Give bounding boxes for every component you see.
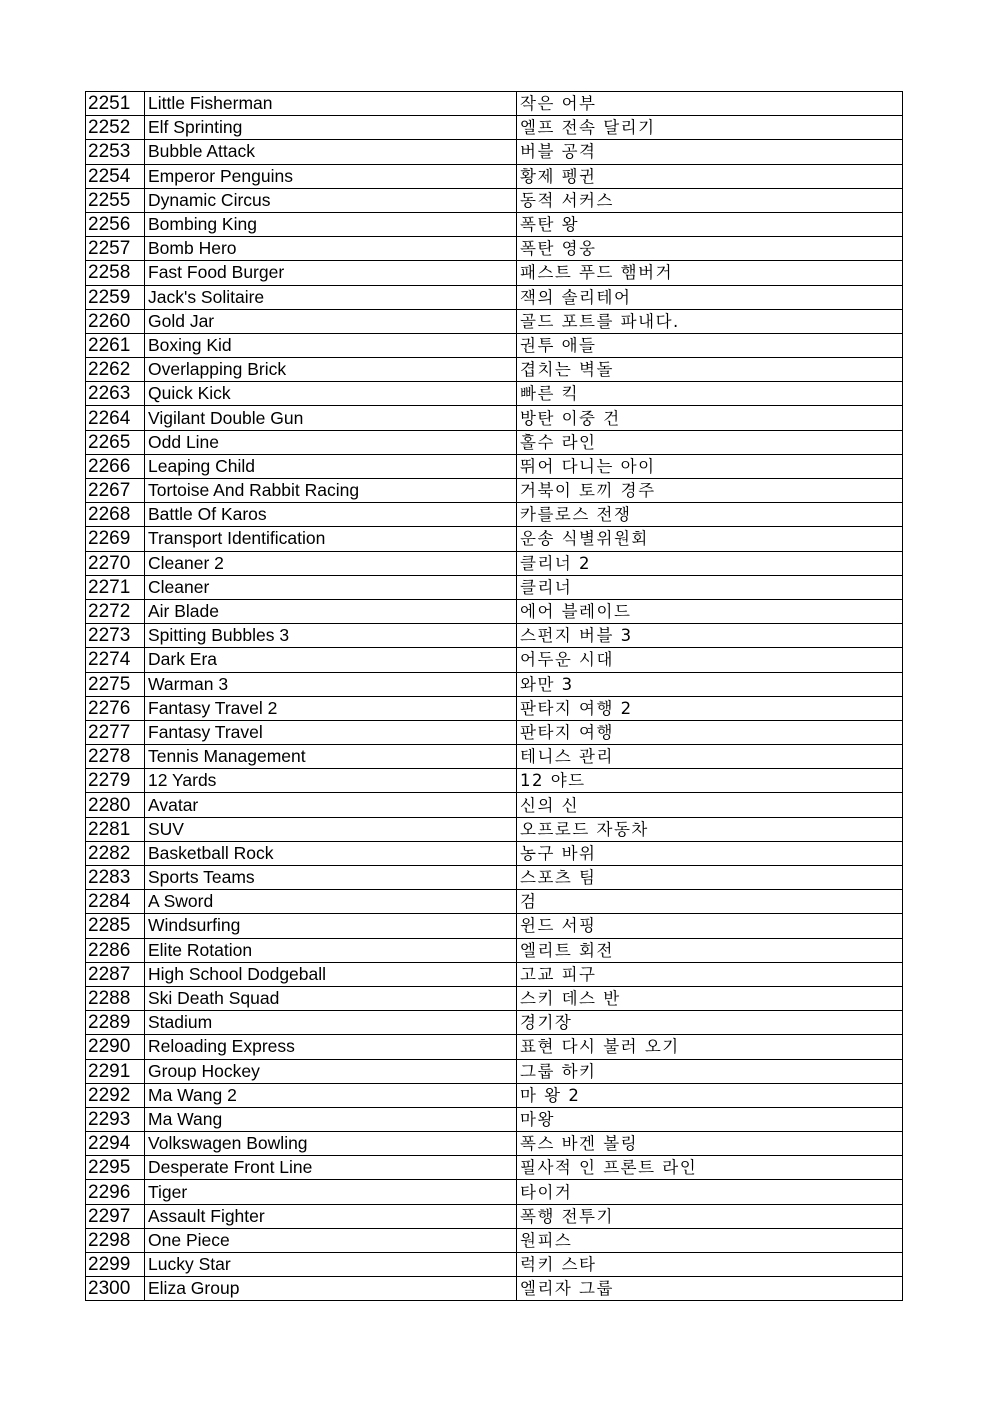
english-title-cell: Windsurfing bbox=[145, 914, 517, 938]
korean-title-cell: 타이거 bbox=[517, 1180, 903, 1204]
row-number-cell: 2278 bbox=[86, 745, 145, 769]
korean-title-cell: 럭키 스타 bbox=[517, 1253, 903, 1277]
row-number-cell: 2267 bbox=[86, 479, 145, 503]
korean-title-cell: 황제 펭귄 bbox=[517, 164, 903, 188]
english-title-cell: One Piece bbox=[145, 1228, 517, 1252]
korean-title-cell: 스키 데스 반 bbox=[517, 986, 903, 1010]
korean-title-cell: 경기장 bbox=[517, 1011, 903, 1035]
english-title-cell: Ski Death Squad bbox=[145, 986, 517, 1010]
english-title-cell: A Sword bbox=[145, 890, 517, 914]
row-number-cell: 2271 bbox=[86, 575, 145, 599]
english-title-cell: Fantasy Travel bbox=[145, 720, 517, 744]
table-row bbox=[86, 986, 903, 1010]
table-row bbox=[86, 914, 903, 938]
korean-title-cell: 골드 포트를 파내다. bbox=[517, 309, 903, 333]
english-title-cell: Warman 3 bbox=[145, 672, 517, 696]
english-title-cell: Air Blade bbox=[145, 599, 517, 623]
table-row bbox=[86, 527, 903, 551]
english-title-cell: Fast Food Burger bbox=[145, 261, 517, 285]
korean-title-cell: 클리너 2 bbox=[517, 551, 903, 575]
table-row bbox=[86, 406, 903, 430]
english-title-cell: Emperor Penguins bbox=[145, 164, 517, 188]
row-number-cell: 2251 bbox=[86, 92, 145, 116]
korean-title-cell: 폭행 전투기 bbox=[517, 1204, 903, 1228]
korean-title-cell: 잭의 솔리테어 bbox=[517, 285, 903, 309]
row-number-cell: 2272 bbox=[86, 599, 145, 623]
english-title-cell: Cleaner bbox=[145, 575, 517, 599]
english-title-cell: Transport Identification bbox=[145, 527, 517, 551]
english-title-cell: Odd Line bbox=[145, 430, 517, 454]
korean-title-cell: 카를로스 전쟁 bbox=[517, 503, 903, 527]
korean-title-cell: 검 bbox=[517, 890, 903, 914]
korean-title-cell: 윈드 서핑 bbox=[517, 914, 903, 938]
row-number-cell: 2252 bbox=[86, 116, 145, 140]
table-row bbox=[86, 116, 903, 140]
table-row bbox=[86, 1204, 903, 1228]
row-number-cell: 2293 bbox=[86, 1107, 145, 1131]
game-title-table bbox=[85, 91, 903, 1301]
table-row bbox=[86, 479, 903, 503]
english-title-cell: Lucky Star bbox=[145, 1253, 517, 1277]
table-row bbox=[86, 237, 903, 261]
row-number-cell: 2253 bbox=[86, 140, 145, 164]
english-title-cell: Gold Jar bbox=[145, 309, 517, 333]
korean-title-cell: 판타지 여행 2 bbox=[517, 696, 903, 720]
english-title-cell: Quick Kick bbox=[145, 382, 517, 406]
row-number-cell: 2262 bbox=[86, 358, 145, 382]
row-number-cell: 2288 bbox=[86, 986, 145, 1010]
table-row bbox=[86, 866, 903, 890]
table-row bbox=[86, 1156, 903, 1180]
korean-title-cell: 패스트 푸드 햄버거 bbox=[517, 261, 903, 285]
korean-title-cell: 버블 공격 bbox=[517, 140, 903, 164]
english-title-cell: Cleaner 2 bbox=[145, 551, 517, 575]
english-title-cell: Dynamic Circus bbox=[145, 188, 517, 212]
row-number-cell: 2290 bbox=[86, 1035, 145, 1059]
english-title-cell: Avatar bbox=[145, 793, 517, 817]
korean-title-cell: 엘리자 그룹 bbox=[517, 1277, 903, 1301]
table-row bbox=[86, 503, 903, 527]
english-title-cell: Tortoise And Rabbit Racing bbox=[145, 479, 517, 503]
table-row bbox=[86, 648, 903, 672]
table-row bbox=[86, 551, 903, 575]
table-row bbox=[86, 1180, 903, 1204]
korean-title-cell: 스포츠 팀 bbox=[517, 866, 903, 890]
table-row bbox=[86, 358, 903, 382]
table-row bbox=[86, 1277, 903, 1301]
table-row bbox=[86, 1083, 903, 1107]
table-row bbox=[86, 140, 903, 164]
english-title-cell: Bomb Hero bbox=[145, 237, 517, 261]
korean-title-cell: 방탄 이중 건 bbox=[517, 406, 903, 430]
table-row bbox=[86, 841, 903, 865]
english-title-cell: Stadium bbox=[145, 1011, 517, 1035]
korean-title-cell: 12 야드 bbox=[517, 769, 903, 793]
korean-title-cell: 마왕 bbox=[517, 1107, 903, 1131]
row-number-cell: 2291 bbox=[86, 1059, 145, 1083]
row-number-cell: 2273 bbox=[86, 624, 145, 648]
english-title-cell: Fantasy Travel 2 bbox=[145, 696, 517, 720]
table-row bbox=[86, 890, 903, 914]
korean-title-cell: 와만 3 bbox=[517, 672, 903, 696]
english-title-cell: Leaping Child bbox=[145, 454, 517, 478]
korean-title-cell: 에어 블레이드 bbox=[517, 599, 903, 623]
korean-title-cell: 신의 신 bbox=[517, 793, 903, 817]
row-number-cell: 2297 bbox=[86, 1204, 145, 1228]
table-row bbox=[86, 188, 903, 212]
korean-title-cell: 뛰어 다니는 아이 bbox=[517, 454, 903, 478]
table-row bbox=[86, 575, 903, 599]
korean-title-cell: 어두운 시대 bbox=[517, 648, 903, 672]
row-number-cell: 2263 bbox=[86, 382, 145, 406]
korean-title-cell: 폭탄 왕 bbox=[517, 212, 903, 236]
english-title-cell: Tennis Management bbox=[145, 745, 517, 769]
korean-title-cell: 거북이 토끼 경주 bbox=[517, 479, 903, 503]
english-title-cell: Little Fisherman bbox=[145, 92, 517, 116]
korean-title-cell: 작은 어부 bbox=[517, 92, 903, 116]
row-number-cell: 2269 bbox=[86, 527, 145, 551]
row-number-cell: 2287 bbox=[86, 962, 145, 986]
row-number-cell: 2254 bbox=[86, 164, 145, 188]
korean-title-cell: 농구 바위 bbox=[517, 841, 903, 865]
english-title-cell: Overlapping Brick bbox=[145, 358, 517, 382]
row-number-cell: 2281 bbox=[86, 817, 145, 841]
english-title-cell: Elf Sprinting bbox=[145, 116, 517, 140]
row-number-cell: 2295 bbox=[86, 1156, 145, 1180]
table-row bbox=[86, 1132, 903, 1156]
row-number-cell: 2294 bbox=[86, 1132, 145, 1156]
table-body bbox=[86, 92, 903, 1301]
row-number-cell: 2285 bbox=[86, 914, 145, 938]
korean-title-cell: 권투 애들 bbox=[517, 333, 903, 357]
table-row bbox=[86, 938, 903, 962]
korean-title-cell: 필사적 인 프론트 라인 bbox=[517, 1156, 903, 1180]
table-row bbox=[86, 599, 903, 623]
table-row bbox=[86, 382, 903, 406]
row-number-cell: 2286 bbox=[86, 938, 145, 962]
english-title-cell: Dark Era bbox=[145, 648, 517, 672]
table-row bbox=[86, 672, 903, 696]
row-number-cell: 2270 bbox=[86, 551, 145, 575]
korean-title-cell: 겹치는 벽돌 bbox=[517, 358, 903, 382]
table-row bbox=[86, 745, 903, 769]
row-number-cell: 2292 bbox=[86, 1083, 145, 1107]
korean-title-cell: 테니스 관리 bbox=[517, 745, 903, 769]
row-number-cell: 2299 bbox=[86, 1253, 145, 1277]
table-row bbox=[86, 212, 903, 236]
row-number-cell: 2258 bbox=[86, 261, 145, 285]
table-row bbox=[86, 261, 903, 285]
row-number-cell: 2277 bbox=[86, 720, 145, 744]
english-title-cell: Group Hockey bbox=[145, 1059, 517, 1083]
english-title-cell: Tiger bbox=[145, 1180, 517, 1204]
english-title-cell: Vigilant Double Gun bbox=[145, 406, 517, 430]
english-title-cell: Bubble Attack bbox=[145, 140, 517, 164]
row-number-cell: 2259 bbox=[86, 285, 145, 309]
row-number-cell: 2284 bbox=[86, 890, 145, 914]
table-row bbox=[86, 285, 903, 309]
korean-title-cell: 마 왕 2 bbox=[517, 1083, 903, 1107]
table-row bbox=[86, 164, 903, 188]
row-number-cell: 2260 bbox=[86, 309, 145, 333]
row-number-cell: 2266 bbox=[86, 454, 145, 478]
row-number-cell: 2283 bbox=[86, 866, 145, 890]
korean-title-cell: 엘프 전속 달리기 bbox=[517, 116, 903, 140]
table-row bbox=[86, 1035, 903, 1059]
korean-title-cell: 스펀지 버블 3 bbox=[517, 624, 903, 648]
korean-title-cell: 빠른 킥 bbox=[517, 382, 903, 406]
english-title-cell: Desperate Front Line bbox=[145, 1156, 517, 1180]
row-number-cell: 2257 bbox=[86, 237, 145, 261]
korean-title-cell: 그룹 하키 bbox=[517, 1059, 903, 1083]
korean-title-cell: 표현 다시 불러 오기 bbox=[517, 1035, 903, 1059]
table-row bbox=[86, 92, 903, 116]
english-title-cell: Volkswagen Bowling bbox=[145, 1132, 517, 1156]
korean-title-cell: 폭탄 영웅 bbox=[517, 237, 903, 261]
korean-title-cell: 원피스 bbox=[517, 1228, 903, 1252]
row-number-cell: 2274 bbox=[86, 648, 145, 672]
row-number-cell: 2264 bbox=[86, 406, 145, 430]
table-row bbox=[86, 817, 903, 841]
table-row bbox=[86, 430, 903, 454]
row-number-cell: 2275 bbox=[86, 672, 145, 696]
english-title-cell: 12 Yards bbox=[145, 769, 517, 793]
english-title-cell: Bombing King bbox=[145, 212, 517, 236]
korean-title-cell: 클리너 bbox=[517, 575, 903, 599]
table-row bbox=[86, 696, 903, 720]
table-row bbox=[86, 962, 903, 986]
row-number-cell: 2261 bbox=[86, 333, 145, 357]
row-number-cell: 2296 bbox=[86, 1180, 145, 1204]
table-row bbox=[86, 454, 903, 478]
english-title-cell: High School Dodgeball bbox=[145, 962, 517, 986]
table-row bbox=[86, 720, 903, 744]
english-title-cell: Spitting Bubbles 3 bbox=[145, 624, 517, 648]
row-number-cell: 2282 bbox=[86, 841, 145, 865]
korean-title-cell: 오프로드 자동차 bbox=[517, 817, 903, 841]
korean-title-cell: 운송 식별위원회 bbox=[517, 527, 903, 551]
english-title-cell: Battle Of Karos bbox=[145, 503, 517, 527]
korean-title-cell: 엘리트 회전 bbox=[517, 938, 903, 962]
english-title-cell: Boxing Kid bbox=[145, 333, 517, 357]
row-number-cell: 2279 bbox=[86, 769, 145, 793]
row-number-cell: 2255 bbox=[86, 188, 145, 212]
row-number-cell: 2300 bbox=[86, 1277, 145, 1301]
row-number-cell: 2298 bbox=[86, 1228, 145, 1252]
english-title-cell: Eliza Group bbox=[145, 1277, 517, 1301]
row-number-cell: 2265 bbox=[86, 430, 145, 454]
table-row bbox=[86, 1253, 903, 1277]
english-title-cell: Reloading Express bbox=[145, 1035, 517, 1059]
table-row bbox=[86, 769, 903, 793]
table-row bbox=[86, 333, 903, 357]
english-title-cell: Sports Teams bbox=[145, 866, 517, 890]
english-title-cell: Jack's Solitaire bbox=[145, 285, 517, 309]
row-number-cell: 2276 bbox=[86, 696, 145, 720]
korean-title-cell: 홀수 라인 bbox=[517, 430, 903, 454]
korean-title-cell: 동적 서커스 bbox=[517, 188, 903, 212]
english-title-cell: SUV bbox=[145, 817, 517, 841]
table-row bbox=[86, 1011, 903, 1035]
table-row bbox=[86, 624, 903, 648]
english-title-cell: Ma Wang 2 bbox=[145, 1083, 517, 1107]
table-row bbox=[86, 309, 903, 333]
table-row bbox=[86, 793, 903, 817]
row-number-cell: 2289 bbox=[86, 1011, 145, 1035]
table-row bbox=[86, 1107, 903, 1131]
korean-title-cell: 폭스 바겐 볼링 bbox=[517, 1132, 903, 1156]
table-row bbox=[86, 1059, 903, 1083]
row-number-cell: 2268 bbox=[86, 503, 145, 527]
korean-title-cell: 고교 피구 bbox=[517, 962, 903, 986]
english-title-cell: Assault Fighter bbox=[145, 1204, 517, 1228]
english-title-cell: Elite Rotation bbox=[145, 938, 517, 962]
english-title-cell: Ma Wang bbox=[145, 1107, 517, 1131]
row-number-cell: 2256 bbox=[86, 212, 145, 236]
row-number-cell: 2280 bbox=[86, 793, 145, 817]
korean-title-cell: 판타지 여행 bbox=[517, 720, 903, 744]
table-row bbox=[86, 1228, 903, 1252]
english-title-cell: Basketball Rock bbox=[145, 841, 517, 865]
